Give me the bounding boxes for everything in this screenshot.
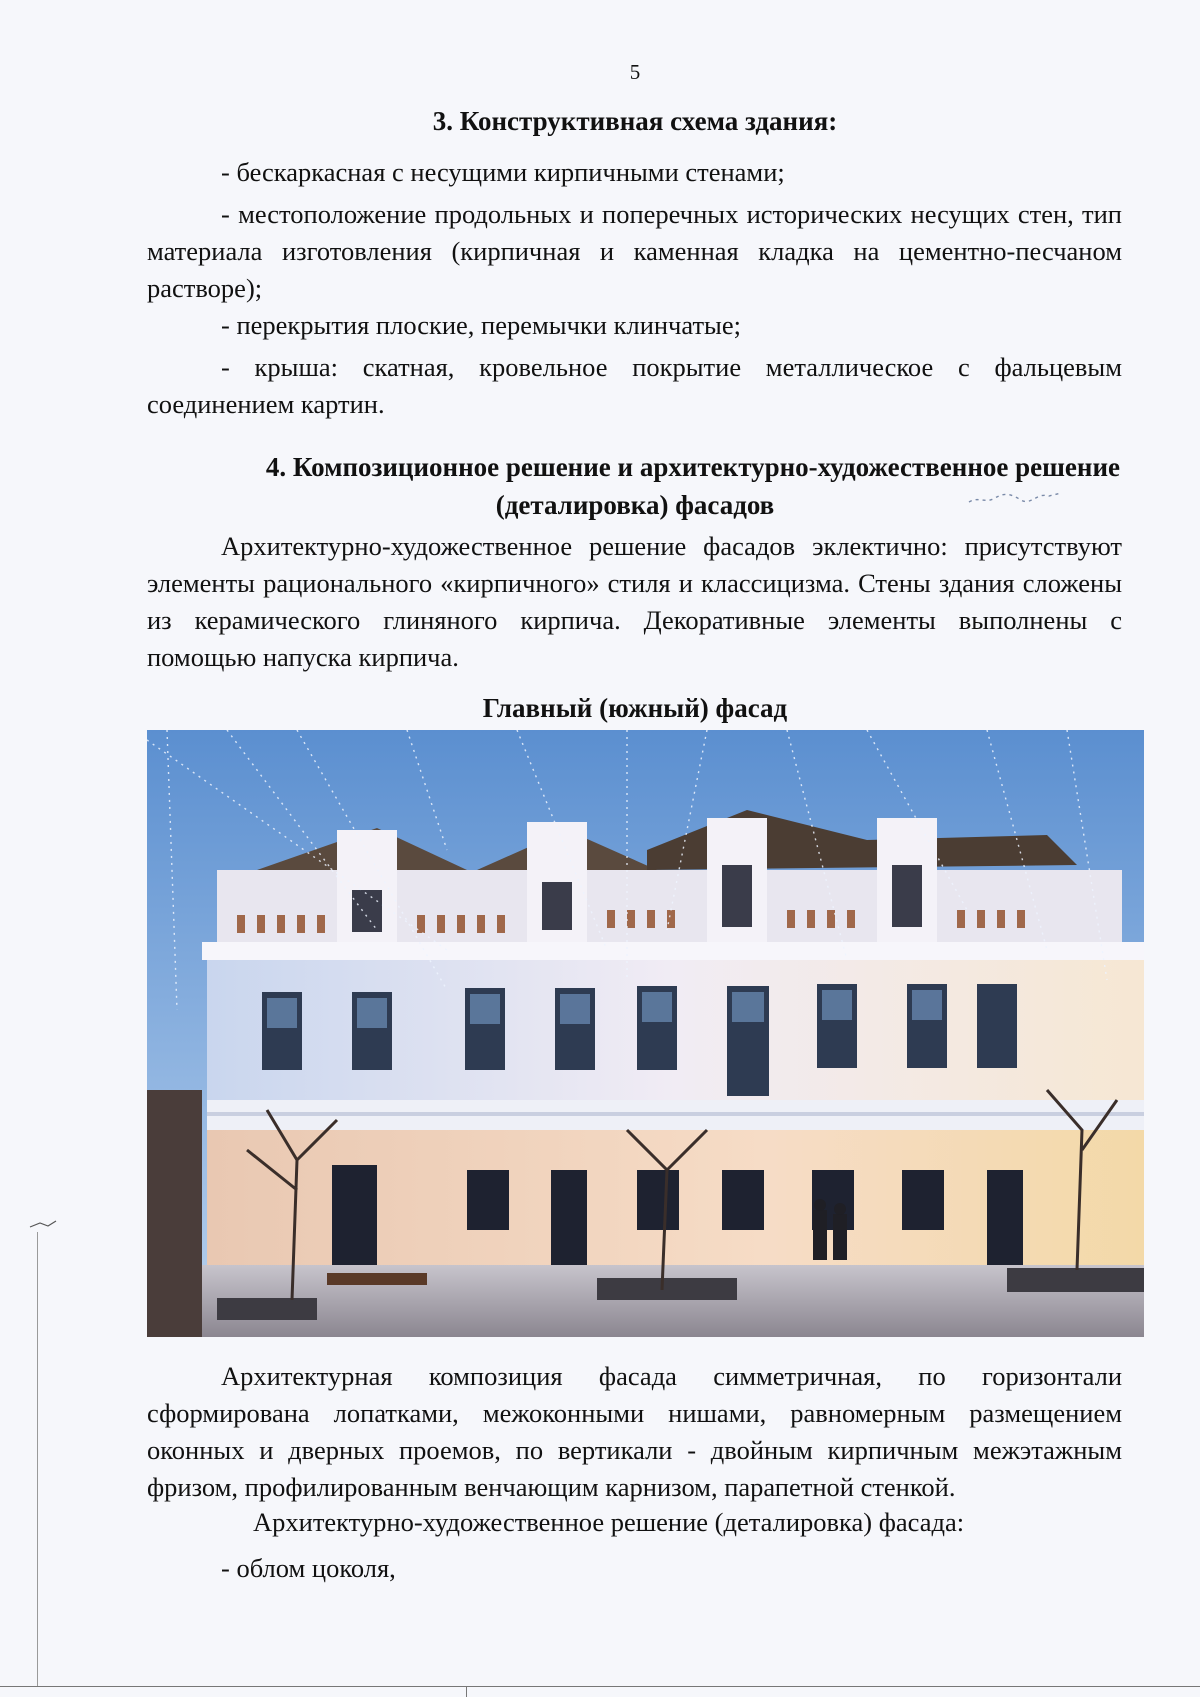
bottom-edge-line xyxy=(0,1686,1200,1687)
section-3-item-4 xyxy=(147,349,1122,423)
facade-photo xyxy=(147,730,1144,1337)
section-3-heading: 3. Конструктивная схема здания: xyxy=(432,106,838,136)
page-number: 5 xyxy=(629,60,641,84)
section-3-item-1 xyxy=(147,154,1122,191)
section-4-heading-line-1: 4. Композиционное решение и архитектурно-художественное решение xyxy=(265,452,1120,482)
section-4-paragraph-2 xyxy=(147,1358,1122,1506)
section-4-paragraph-1-text: Архитектурно-художественное решение фасадов эклектично: присутствуют элементы рационального «кирпичного» стиля и классицизма. Стены здания сложены из керамического глиняного кирпича. Декоративные элементы выполнены с помощью напуска кирпича. xyxy=(147,531,1122,672)
section-4-list-item: - облом цоколя, xyxy=(221,1553,396,1583)
section-3-item-4-text: - крыша: скатная, кровельное покрытие металлическое с фальцевым соединением картин. xyxy=(147,352,1122,419)
margin-line xyxy=(37,1232,38,1687)
photo-caption: Главный (южный) фасад xyxy=(482,693,788,723)
section-3-item-1-text: - бескаркасная с несущими кирпичными стенами; xyxy=(221,157,785,187)
section-3-item-2-text: - местоположение продольных и поперечных исторических несущих стен, тип материала изготовления (кирпичная и каменная кладка на цементно-песчаном растворе); xyxy=(147,199,1122,303)
section-4-paragraph-2-text: Архитектурная композиция фасада симметричная, по горизонтали сформирована лопатками, межоконными нишами, равномерным размещением оконных и дверных проемов, по вертикали - двойным кирпичным межэтажным фризом, профилированным венчающим карнизом, парапетной стенкой. xyxy=(147,1361,1122,1502)
section-3-item-2 xyxy=(147,196,1122,307)
section-3-item-3 xyxy=(147,307,1122,344)
facade-illustration xyxy=(147,730,1144,1337)
margin-mark xyxy=(28,1215,58,1235)
bottom-edge-tick xyxy=(466,1686,467,1697)
pen-mark xyxy=(965,484,1065,508)
section-4-heading-line-2: (деталировка) фасадов xyxy=(495,490,775,520)
section-4-paragraph-1 xyxy=(147,528,1122,676)
section-3-item-3-text: - перекрытия плоские, перемычки клинчатые; xyxy=(221,310,741,340)
section-4-paragraph-3: Архитектурно-художественное решение (деталировка) фасада: xyxy=(253,1507,965,1537)
